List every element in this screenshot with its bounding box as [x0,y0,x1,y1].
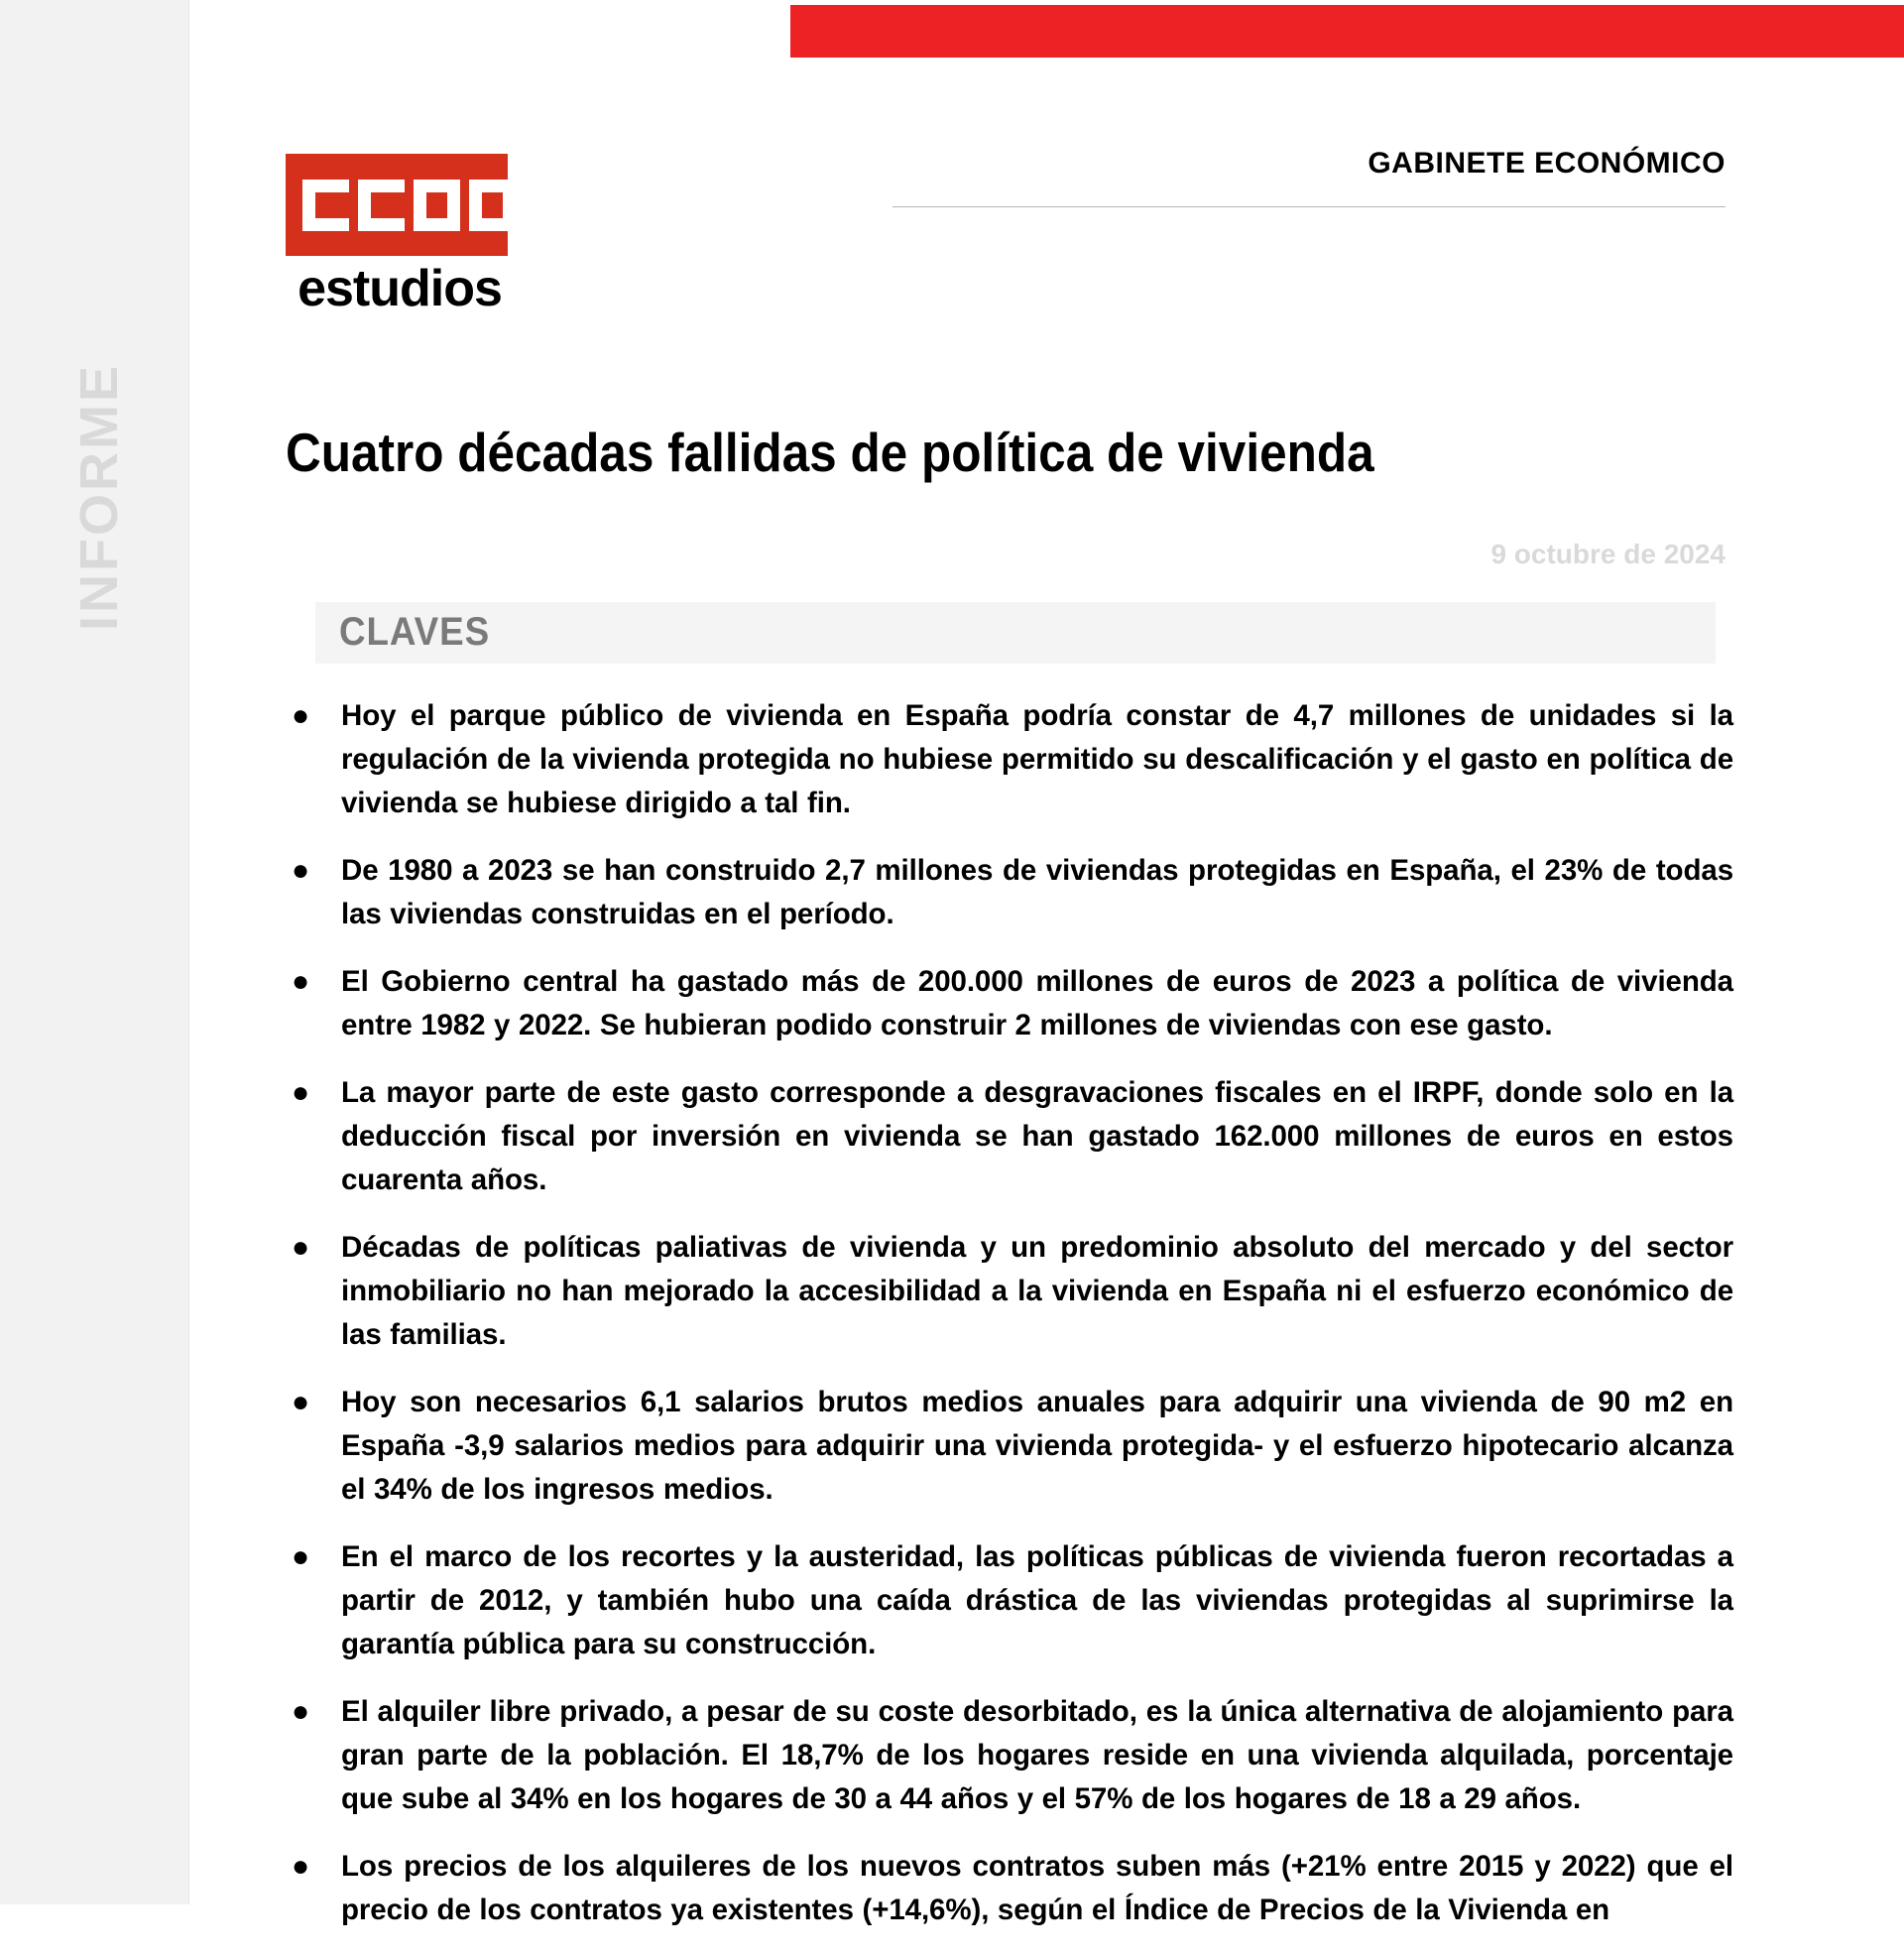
masthead-department-label: GABINETE ECONÓMICO [1368,147,1726,180]
claves-heading: CLAVES [339,610,491,654]
bullet-text: Hoy el parque público de vivienda en España podría constar de 4,7 millones de unidades si la regulación de la vivienda protegida no hubiese permitido su descalificación y el gasto en política de vivienda se hubiese dirigido a tal fin. [341,699,1733,819]
bullet-marker-icon: ● [292,854,310,887]
bullet-item [286,849,1733,936]
bullet-item [286,694,1733,825]
ccoo-logo-subtitle: estudios [298,260,502,317]
claves-bullet-list [286,694,1733,1956]
bullet-item [286,1381,1733,1512]
document-date: 9 octubre de 2024 [1490,539,1726,569]
bullet-marker-icon: ● [292,1386,310,1418]
bullet-text: El alquiler libre privado, a pesar de su coste desorbitado, es la única alternativa de alojamiento para gran parte de la población. El 18,7% de los hogares reside en una vivienda alquilada, porcentaje que sube al 34% en los hogares de 30 a 44 años y el 57% de los hogares de 18 a 29 años. [341,1695,1733,1815]
bullet-text: El Gobierno central ha gastado más de 200.000 millones de euros de 2023 a política de vivienda entre 1982 y 2022. Se hubieran podido construir 2 millones de viviendas con ese gasto. [341,965,1733,1041]
header-red-bar [790,5,1904,58]
informe-vertical-label: INFORME [69,363,129,631]
bullet-text: Décadas de políticas paliativas de vivienda y un predominio absoluto del mercado y del sector inmobiliario no han mejorado la accesibilidad a la vivienda en España ni el esfuerzo económico de las familias. [341,1231,1733,1351]
masthead-divider [892,206,1726,207]
ccoo-logo-letters [302,180,516,231]
left-sidebar-strip [0,0,189,1904]
bullet-text: Hoy son necesarios 6,1 salarios brutos medios anuales para adquirir una vivienda de 90 m2 en España -3,9 salarios medios para adquirir una vivienda protegida- y el esfuerzo hipotecario alcanza el 34% de los ingresos medios. [341,1386,1733,1506]
bullet-marker-icon: ● [292,1076,310,1109]
bullet-text: Los precios de los alquileres de los nuevos contratos suben más (+21% entre 2015 y 2022) que el precio de los contratos ya existentes (+14,6%), según el Índice de Precios de la Vivienda en [341,1850,1733,1926]
bullet-marker-icon: ● [292,1695,310,1728]
bullet-marker-icon: ● [292,1850,310,1883]
logo-glyph-c2 [358,180,405,231]
bullet-text: De 1980 a 2023 se han construido 2,7 millones de viviendas protegidas en España, el 23% de todas las viviendas construidas en el período. [341,854,1733,930]
bullet-marker-icon: ● [292,1540,310,1573]
claves-section-band [315,602,1716,664]
bullet-item [286,1845,1733,1932]
logo-glyph-c1 [302,180,349,231]
bullet-item [286,1226,1733,1357]
page-title: Cuatro décadas fallidas de política de vivienda [286,422,1374,483]
ccoo-logo-mark [286,154,508,256]
bullet-text: En el marco de los recortes y la austeridad, las políticas públicas de vivienda fueron recortadas a partir de 2012, y también hubo una caída drástica de las viviendas protegidas al suprimirse la garantía pública para su construcción. [341,1540,1733,1660]
logo-glyph-o1 [414,180,460,231]
bullet-marker-icon: ● [292,1231,310,1264]
bullet-item [286,1535,1733,1666]
bullet-text: La mayor parte de este gasto corresponde a desgravaciones fiscales en el IRPF, donde solo en la deducción fiscal por inversión en vivienda se han gastado 162.000 millones de euros en estos cuarenta años. [341,1076,1733,1196]
masthead [892,147,1726,207]
bullet-item [286,1071,1733,1202]
bullet-item [286,960,1733,1047]
logo-glyph-o2 [469,180,516,231]
bullet-item [286,1690,1733,1821]
bullet-marker-icon: ● [292,965,310,998]
bullet-marker-icon: ● [292,699,310,732]
ccoo-logo [286,154,514,316]
